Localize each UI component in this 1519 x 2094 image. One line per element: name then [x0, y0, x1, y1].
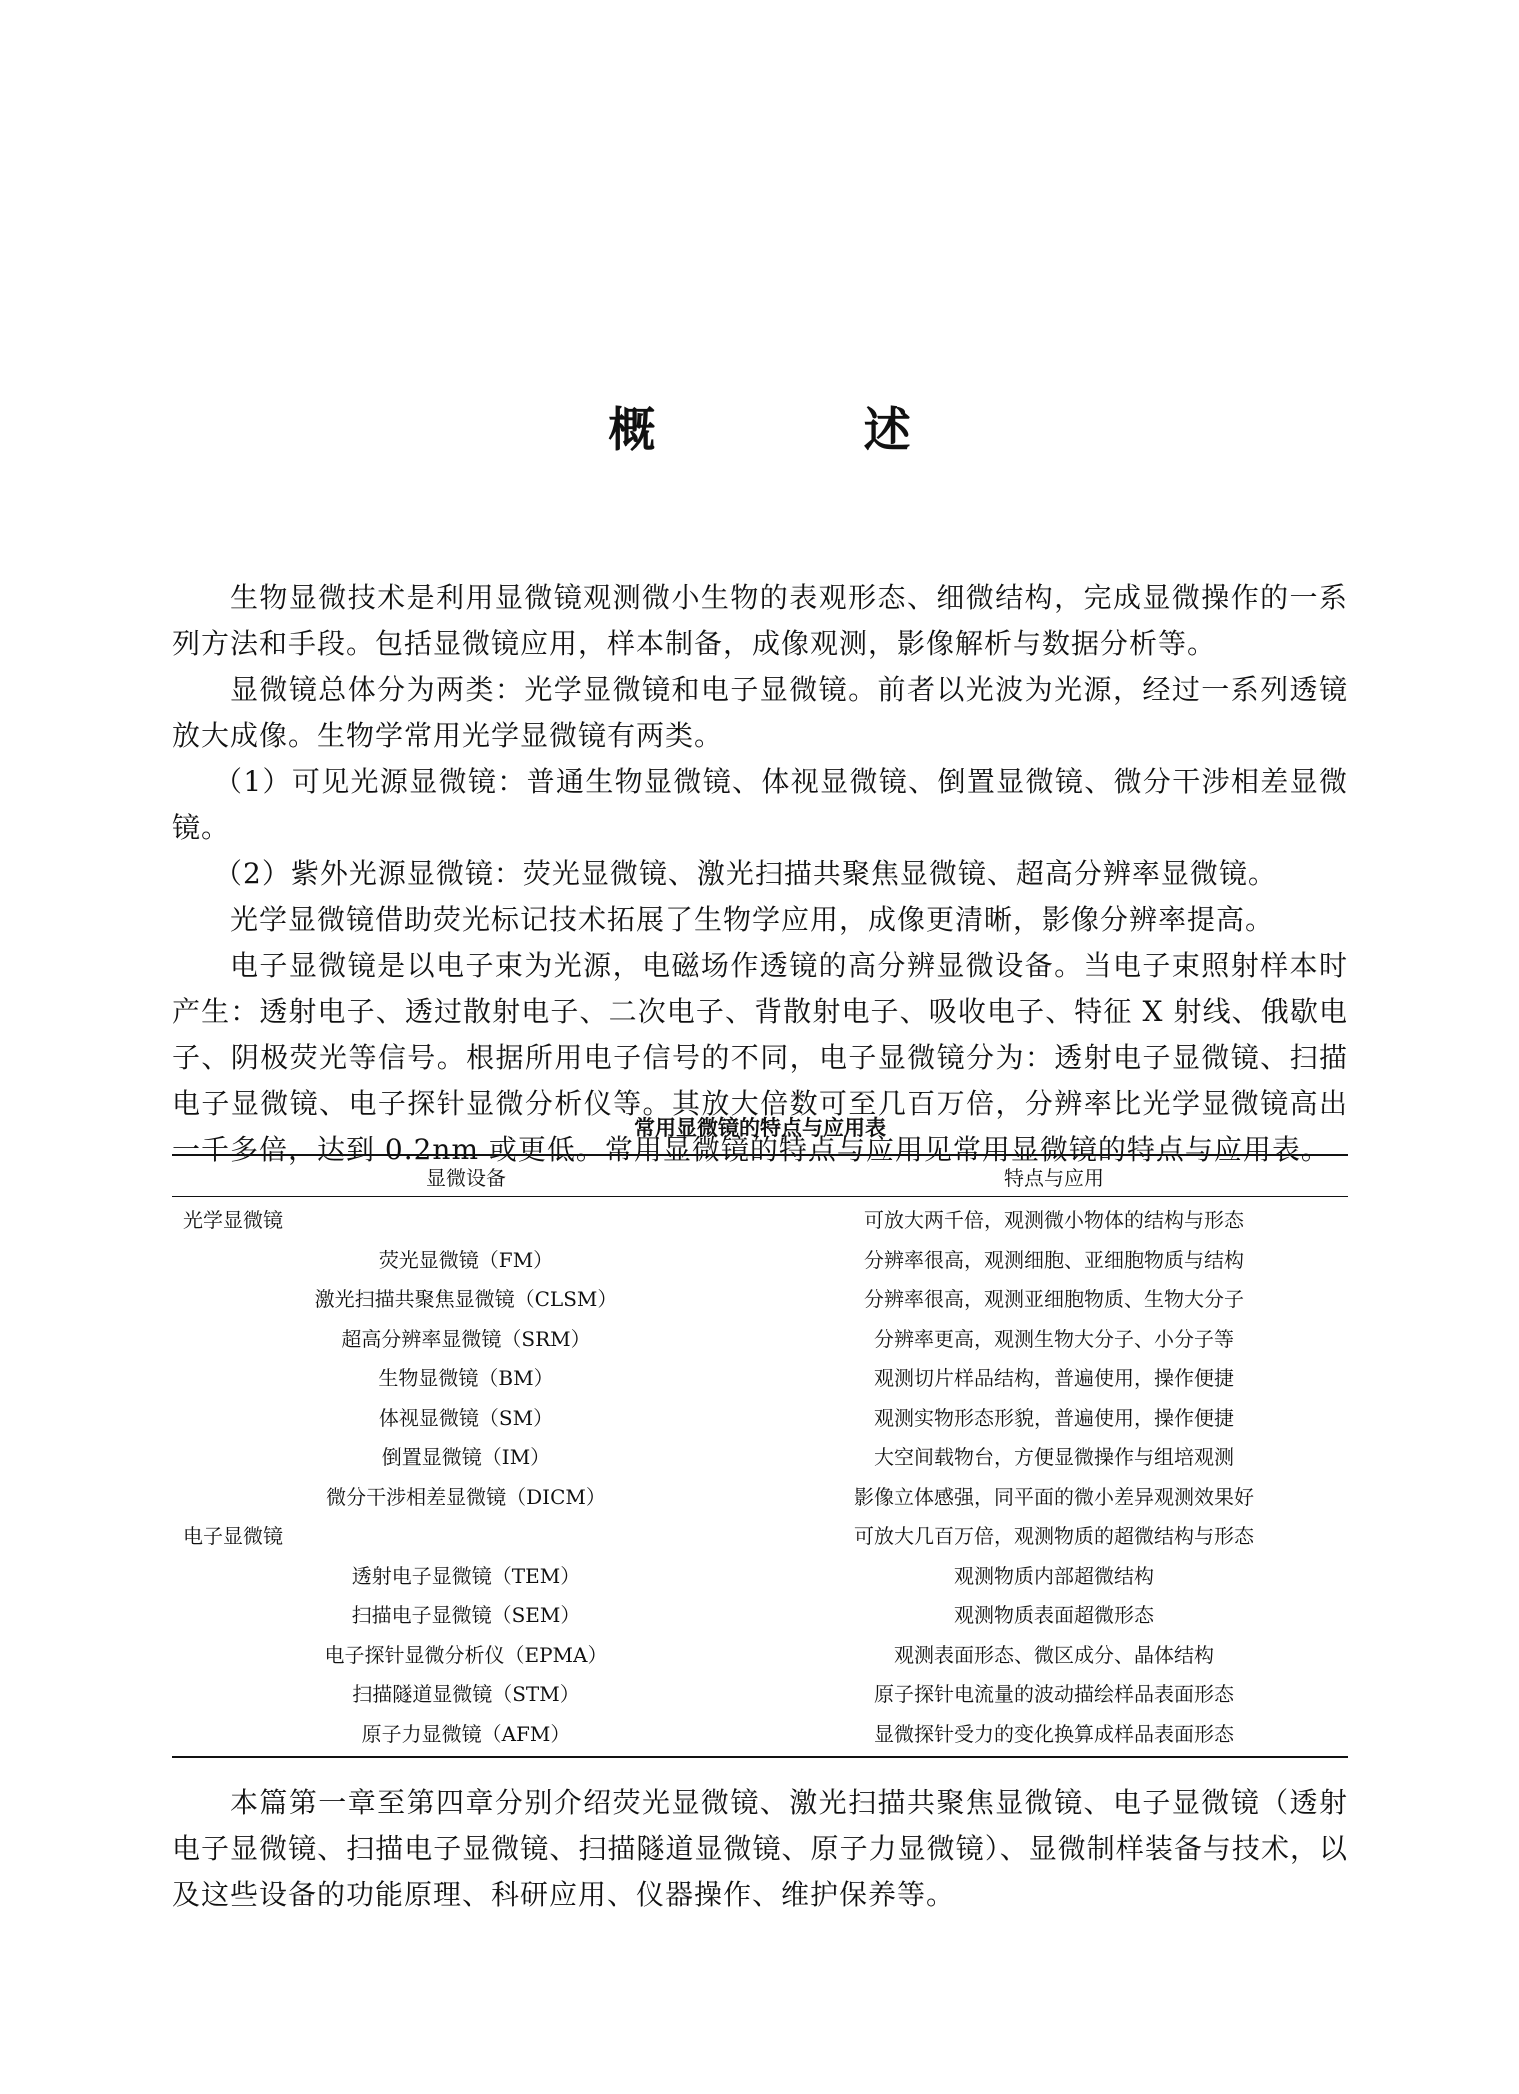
- row-feature: 原子探针电流量的波动描绘样品表面形态: [874, 1682, 1234, 1707]
- table-row: [172, 1397, 1348, 1437]
- table-row: [172, 1357, 1348, 1397]
- row-device: 荧光显微镜（FM）: [378, 1247, 554, 1272]
- row-group-label: 电子显微镜: [183, 1524, 283, 1549]
- row-feature: 观测物质内部超微结构: [954, 1563, 1154, 1588]
- intro-section: [172, 575, 1348, 1173]
- row-device: 电子探针显微分析仪（EPMA）: [324, 1642, 608, 1667]
- row-device: 扫描隧道显微镜（STM）: [352, 1682, 580, 1707]
- paragraph-classification: 显微镜总体分为两类：光学显微镜和电子显微镜。前者以光波为光源，经过一系列透镜放大成像。生物学常用光学显微镜有两类。: [172, 673, 1348, 752]
- table-header-row: [172, 1156, 1348, 1197]
- row-device: 激光扫描共聚焦显微镜（CLSM）: [314, 1287, 618, 1312]
- row-device: 生物显微镜（BM）: [378, 1366, 554, 1391]
- list-item-ultraviolet: （2）紫外光源显微镜：荧光显微镜、激光扫描共聚焦显微镜、超高分辨率显微镜。: [214, 857, 1277, 890]
- table-row: [172, 1318, 1348, 1358]
- table-row: [172, 1476, 1348, 1516]
- row-feature: 可放大几百万倍，观测物质的超微结构与形态: [854, 1524, 1254, 1549]
- table-row: [172, 1239, 1348, 1279]
- table-row: [172, 1436, 1348, 1476]
- closing-section: [172, 1780, 1348, 1918]
- row-device: 透射电子显微镜（TEM）: [351, 1563, 581, 1588]
- table-row: [172, 1199, 1348, 1239]
- paragraph-definition: 生物显微技术是利用显微镜观测微小生物的表观形态、细微结构，完成显微操作的一系列方法和手段。包括显微镜应用，样本制备，成像观测，影像解析与数据分析等。: [172, 581, 1348, 660]
- page-title: 概 述: [608, 403, 1007, 459]
- paragraph-electron-microscope: 电子显微镜是以电子束为光源，电磁场作透镜的高分辨显微设备。当电子束照射样本时产生：透射电子、透过散射电子、二次电子、背散射电子、吸收电子、特征 X 射线、俄歇电子、阴极荧光等信号。根据所用电子信号的不同，电子显微镜分为：透射电子显微镜、扫描电子显微镜、电子探针显微分析仪等。其放大倍数可至几百万倍，分辨率比光学显微镜高出一千多倍，达到 0.2nm 或更低。常用显微镜的特点与应用见常用显微镜的特点与应用表。: [172, 949, 1348, 1166]
- row-device: 体视显微镜（SM）: [378, 1405, 554, 1430]
- list-item-visible-light: （1）可见光源显微镜：普通生物显微镜、体视显微镜、倒置显微镜、微分干涉相差显微镜。: [172, 765, 1348, 844]
- paragraph-chapter-overview: 本篇第一章至第四章分别介绍荧光显微镜、激光扫描共聚焦显微镜、电子显微镜（透射电子显微镜、扫描电子显微镜、扫描隧道显微镜、原子力显微镜）、显微制样装备与技术，以及这些设备的功能原理、科研应用、仪器操作、维护保养等。: [172, 1786, 1348, 1911]
- row-device: 超高分辨率显微镜（SRM）: [341, 1326, 591, 1351]
- table-row: [172, 1515, 1348, 1555]
- row-feature: 可放大两千倍，观测微小物体的结构与形态: [864, 1208, 1244, 1233]
- row-feature: 观测表面形态、微区成分、晶体结构: [894, 1642, 1214, 1667]
- column-header-feature: 特点与应用: [1004, 1165, 1104, 1190]
- table-row: [172, 1278, 1348, 1318]
- table-row: [172, 1634, 1348, 1674]
- row-feature: 分辨率更高，观测生物大分子、小分子等: [874, 1326, 1234, 1351]
- row-device: 扫描电子显微镜（SEM）: [351, 1603, 581, 1628]
- row-feature: 分辨率很高，观测细胞、亚细胞物质与结构: [864, 1247, 1244, 1272]
- table-row: [172, 1673, 1348, 1713]
- row-feature: 分辨率很高，观测亚细胞物质、生物大分子: [864, 1287, 1244, 1312]
- row-feature: 显微探针受力的变化换算成样品表面形态: [874, 1721, 1234, 1746]
- column-header-device: 显微设备: [426, 1165, 506, 1190]
- row-feature: 大空间载物台，方便显微操作与组培观测: [874, 1445, 1234, 1470]
- row-feature: 影像立体感强，同平面的微小差异观测效果好: [854, 1484, 1254, 1509]
- row-device: 倒置显微镜（IM）: [381, 1445, 551, 1470]
- table-row: [172, 1555, 1348, 1595]
- table-row: [172, 1594, 1348, 1634]
- row-feature: 观测切片样品结构，普遍使用，操作便捷: [874, 1366, 1234, 1391]
- table-row: [172, 1713, 1348, 1753]
- row-device: 微分干涉相差显微镜（DICM）: [326, 1484, 606, 1509]
- row-feature: 观测物质表面超微形态: [954, 1603, 1154, 1628]
- row-device: 原子力显微镜（AFM）: [361, 1721, 571, 1746]
- table-caption: 常用显微镜的特点与应用表: [634, 1116, 886, 1140]
- microscope-table: [172, 1154, 1348, 1758]
- paragraph-fluorescence: 光学显微镜借助荧光标记技术拓展了生物学应用，成像更清晰，影像分辨率提高。: [230, 903, 1275, 936]
- row-group-label: 光学显微镜: [183, 1208, 283, 1233]
- table-body: [172, 1197, 1348, 1756]
- row-feature: 观测实物形态形貌，普遍使用，操作便捷: [874, 1405, 1234, 1430]
